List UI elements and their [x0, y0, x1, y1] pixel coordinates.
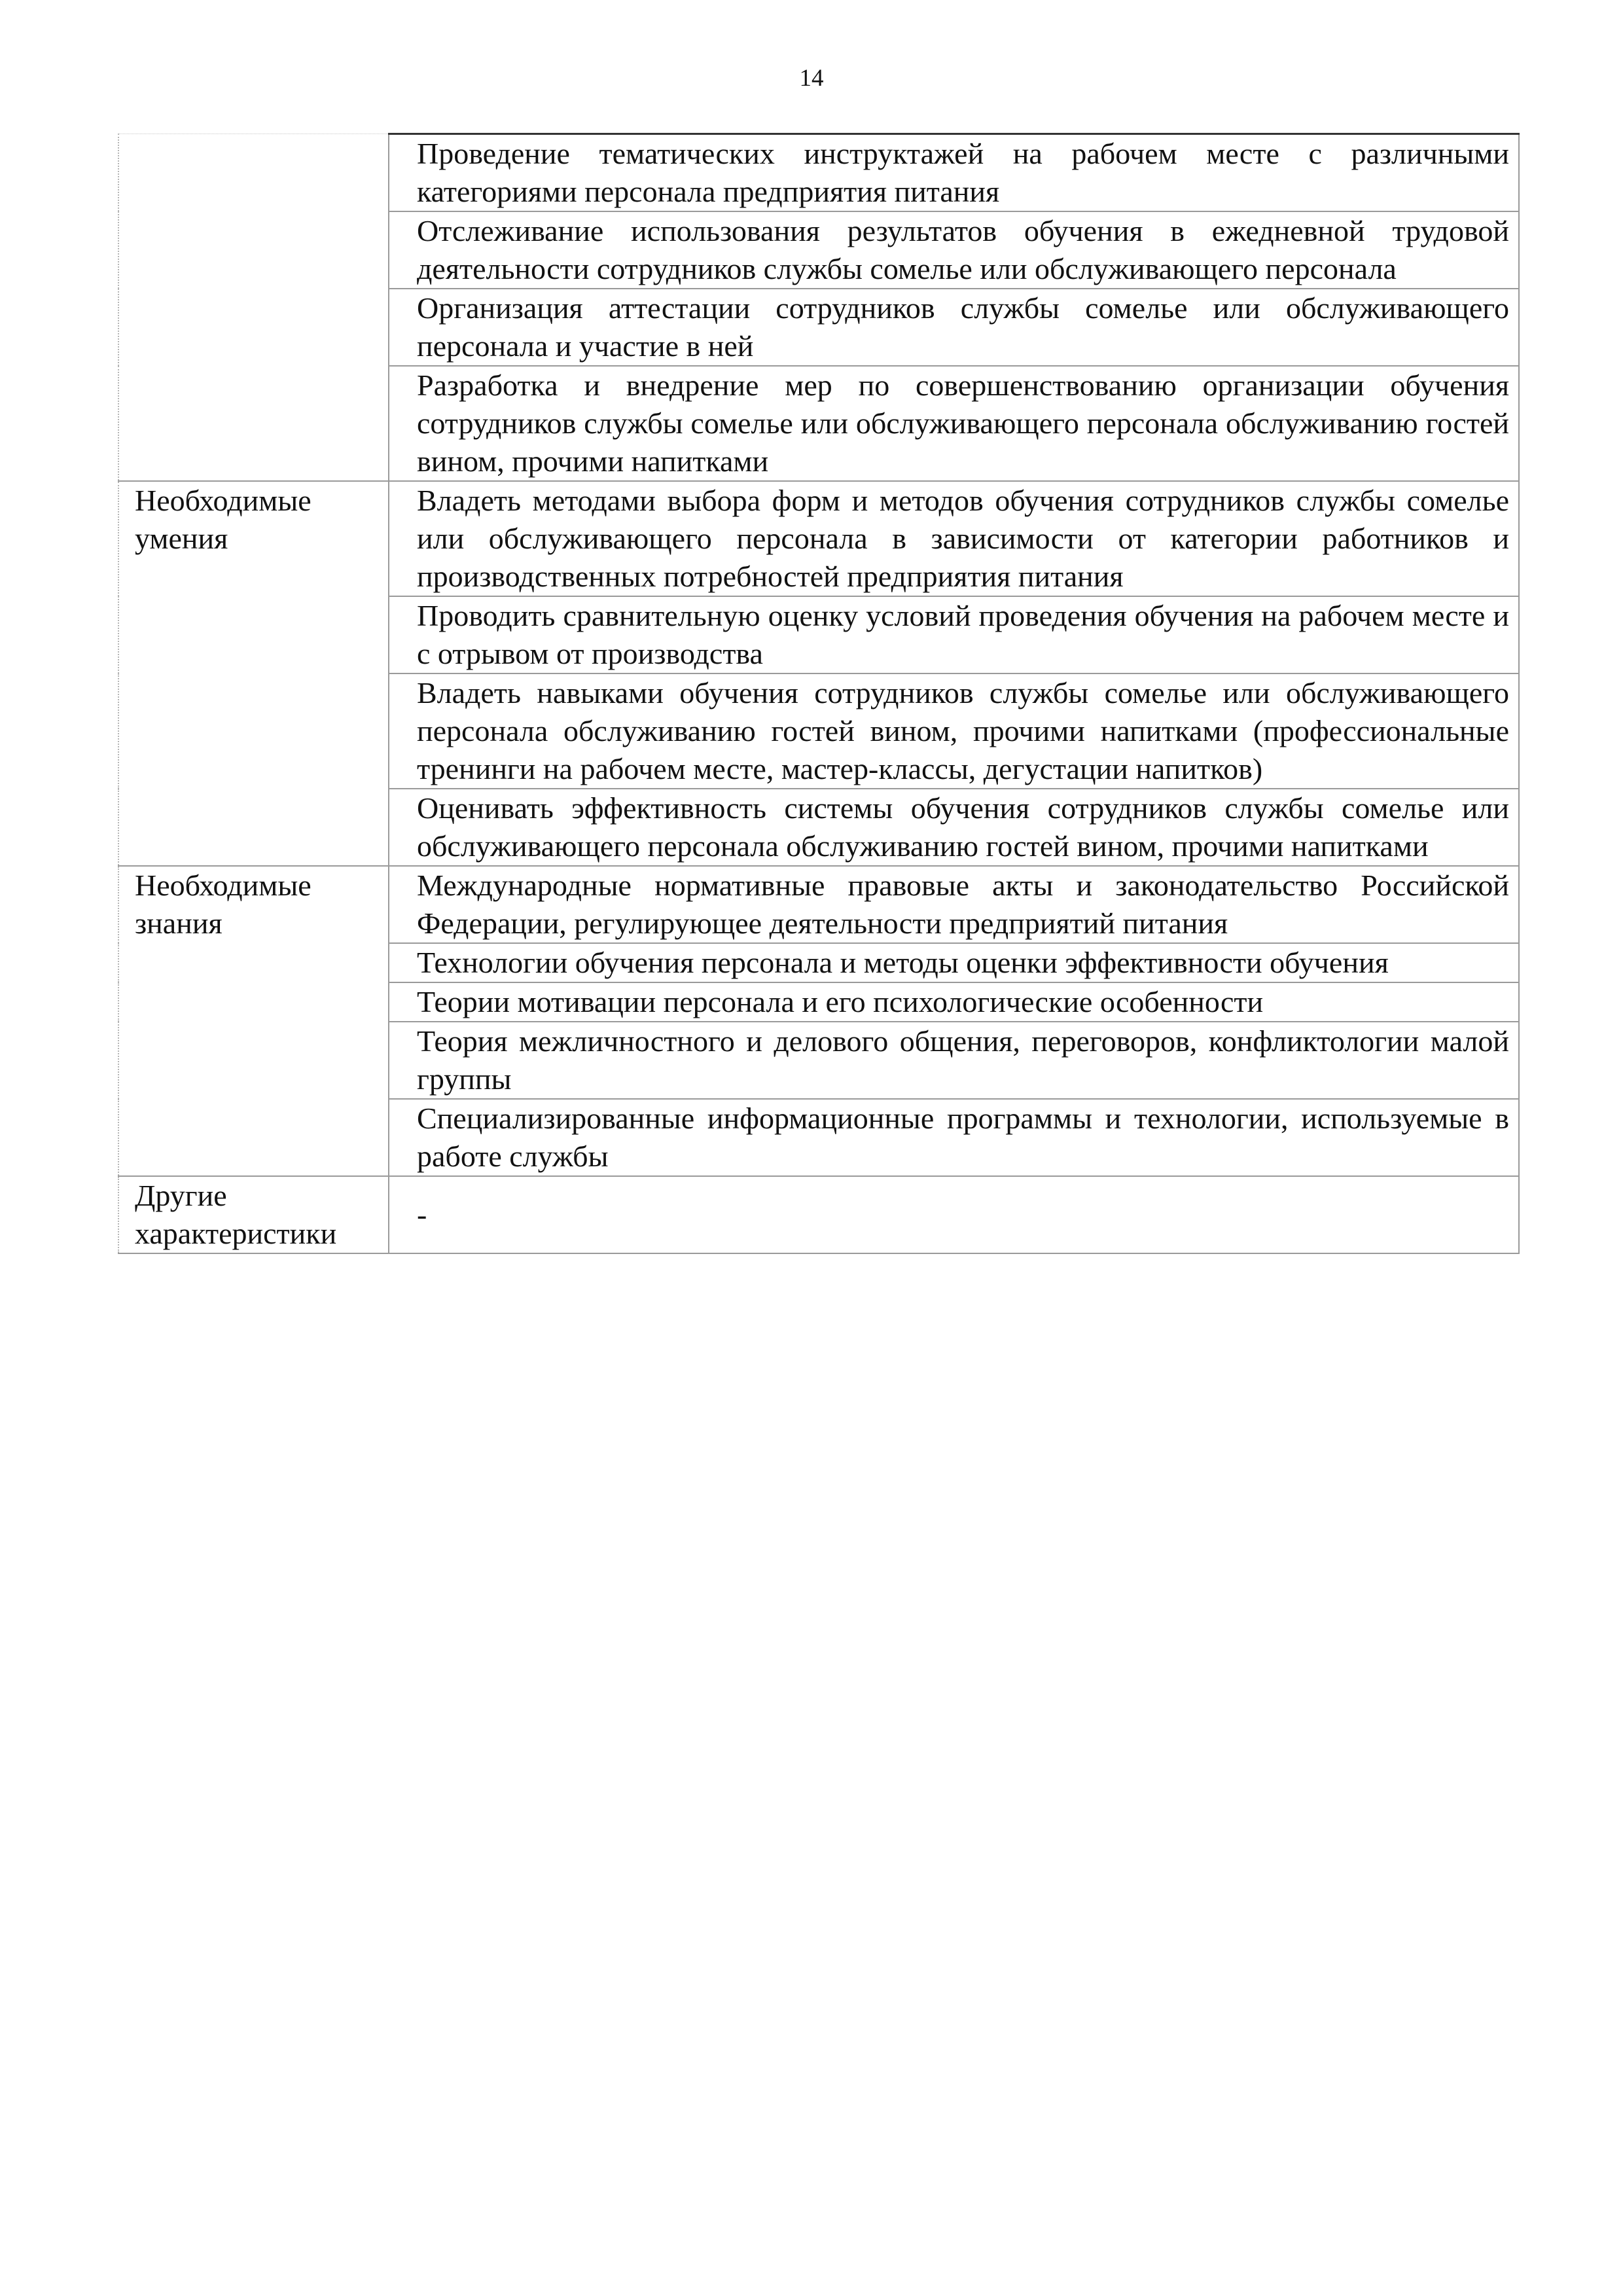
requirements-table — [118, 133, 1520, 1254]
continued-label-cell — [118, 134, 389, 482]
skill-item: Оценивать эффективность системы обучения сотрудников службы сомелье или обслуживающего персонала обслуживанию гостей вином, прочими напитками — [389, 789, 1519, 866]
skill-item: Владеть методами выбора форм и методов обучения сотрудников службы сомелье или обслуживающего персонала в зависимости от категории работников и производственных потребностей предприятия питания — [389, 481, 1519, 596]
knowledge-item: Международные нормативные правовые акты и законодательство Российской Федерации, регулирующее деятельности предприятий питания — [389, 866, 1519, 943]
knowledge-item: Теории мотивации персонала и его психологические особенности — [389, 982, 1519, 1022]
table-row — [118, 1176, 1519, 1253]
continued-item: Разработка и внедрение мер по совершенствованию организации обучения сотрудников службы сомелье или обслуживающего персонала обслуживанию гостей вином, прочими напитками — [389, 366, 1519, 481]
other-value: - — [417, 1198, 427, 1231]
table-row — [118, 134, 1519, 212]
skills-label: Необходимые умения — [118, 481, 389, 866]
skill-item: Владеть навыками обучения сотрудников службы сомелье или обслуживающего персонала обслуживанию гостей вином, прочими напитками (профессиональные тренинги на рабочем месте, мастер-классы, дегустации напитков) — [389, 673, 1519, 789]
page-number: 14 — [799, 65, 824, 92]
table-row — [118, 866, 1519, 943]
knowledge-item: Технологии обучения персонала и методы оценки эффективности обучения — [389, 943, 1519, 982]
other-value-cell — [389, 1176, 1519, 1253]
skill-item: Проводить сравнительную оценку условий проведения обучения на рабочем месте и с отрывом от производства — [389, 596, 1519, 673]
continued-item: Организация аттестации сотрудников службы сомелье или обслуживающего персонала и участие в ней — [389, 289, 1519, 366]
knowledge-item: Специализированные информационные программы и технологии, используемые в работе службы — [389, 1099, 1519, 1176]
other-label: Другие характеристики — [118, 1176, 389, 1253]
table-row — [118, 481, 1519, 596]
continued-item: Проведение тематических инструктажей на рабочем месте с различными категориями персонала предприятия питания — [389, 134, 1519, 212]
knowledge-item: Теория межличностного и делового общения, переговоров, конфликтологии малой группы — [389, 1022, 1519, 1099]
knowledge-label: Необходимые знания — [118, 866, 389, 1176]
continued-item: Отслеживание использования результатов обучения в ежедневной трудовой деятельности сотрудников службы сомелье или обслуживающего персонала — [389, 211, 1519, 289]
